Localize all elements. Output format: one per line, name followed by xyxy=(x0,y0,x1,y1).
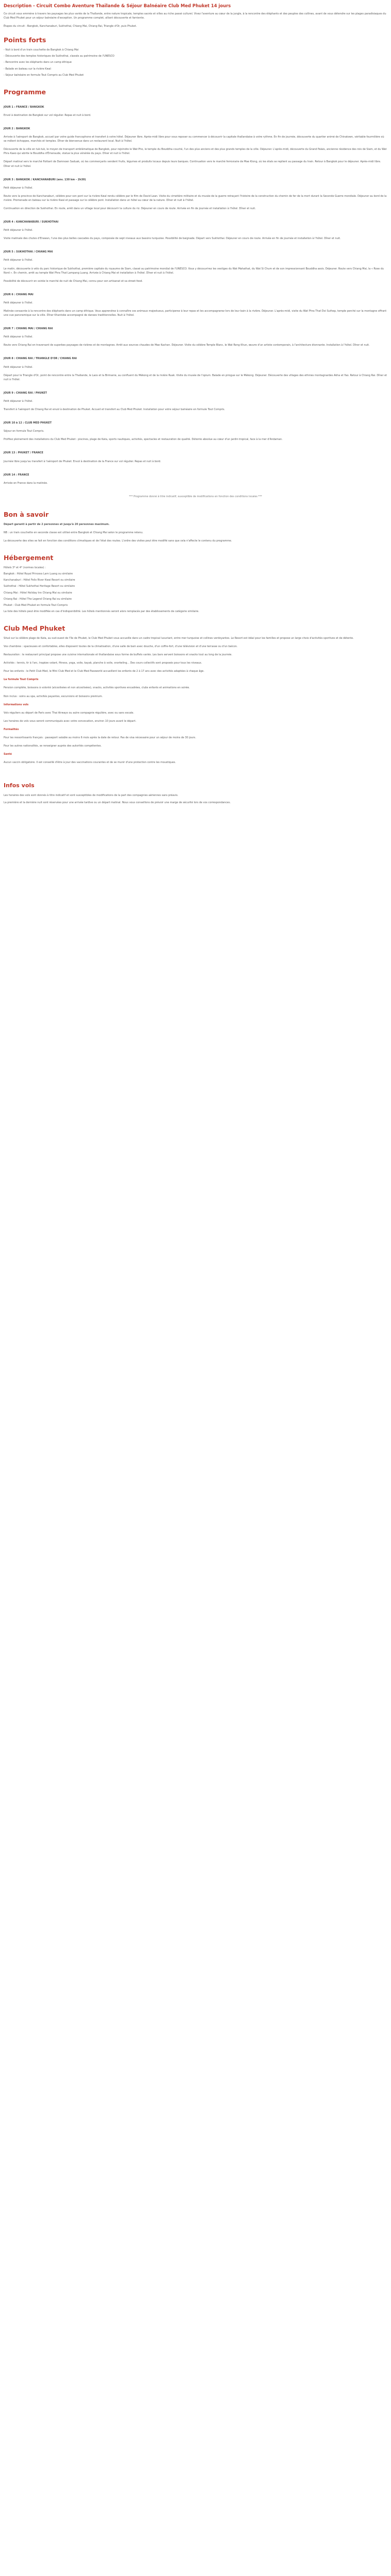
points-heading: Points forts xyxy=(4,36,46,44)
list-item: Chiang Mai : Hôtel Holiday Inn Chiang Mai ou similaire xyxy=(4,591,72,595)
infos-vols-heading: Infos vols xyxy=(4,782,35,789)
bon-paragraph: Départ garanti à partir de 2 personnes et jusqu'à 20 personnes maximum. xyxy=(4,522,110,526)
list-item: Hôtels 3* et 4* (normes locales) : xyxy=(4,566,46,570)
day-text: Séjour en formule Tout Compris. xyxy=(4,430,44,433)
bon-paragraph: La découverte des sites se fait en fonction des conditions climatiques et de l'état des routes. L'ordre des visites peut être modifié sans que cela n'affecte le contenu du programme. xyxy=(4,539,232,543)
day-text: Petit déjeuner à l'hôtel. xyxy=(4,186,33,190)
day-text: Profitez pleinement des installations du Club Med Phuket : piscines, plage de Kata, sports nautiques, activités, spectacles et restauration de qualité. Détente absolue au cœur d'un jardin tropical, face à la mer d'Andaman. xyxy=(4,438,283,442)
day-text: Journée libre jusqu'au transfert à l'aéroport de Phuket. Envol à destination de la France sur vol régulier. Repas et nuit à bord. xyxy=(4,460,161,463)
day-title: JOUR 5 : SUKHOTHAI / CHIANG MAI xyxy=(4,250,53,254)
intro-paragraph: Ce circuit vous emmène à travers les paysages les plus variés de la Thaïlande, entre nature tropicale, temples sacrés et villes au riche passé culturel. Vivez l'aventure au cœur de la jungle, à la rencontre des éléphants et des peuples des collines, avant de vous détendre sur les plages paradisiaques du Club Med Phuket pour un séjour balnéaire d'exception. Un programme complet, alliant découverte et farniente. xyxy=(4,12,386,20)
day-title: JOUR 6 : CHIANG MAI xyxy=(4,293,34,296)
formule-heading: La formule Tout Compris xyxy=(4,678,39,682)
day-block xyxy=(4,473,387,485)
hebergement-heading: Hébergement xyxy=(4,554,54,562)
day-text: Petit déjeuner à l'hôtel. xyxy=(4,365,33,369)
infos-vols-block xyxy=(4,793,387,804)
day-text: Route vers Chiang Rai en traversant de superbes paysages de rizières et de montagnes. Arrêt aux sources chaudes de Mae Kachan. Déjeuner. Visite du célèbre Temple Blanc, le Wat Rong Khun, œuvre d'un artiste contemporain, à l'architecture étonnante. Installation à l'hôtel. Dîner et nuit. xyxy=(4,344,370,347)
day-text: Visite matinale des chutes d'Erawan, l'une des plus belles cascades du pays, composée de sept niveaux aux bassins turquoise. Possibilité de baignade. Départ vers Sukhothai. Déjeuner en cours de route. Arrivée en fin de journée et installation à l'hôtel. Dîner et nuit. xyxy=(4,237,341,241)
list-item: Kanchanaburi : Hôtel Felix River Kwai Resort ou similaire xyxy=(4,579,75,582)
avion-paragraph: Vols réguliers au départ de Paris avec Thai Airways ou autre compagnie régulière, avec ou sans escale. xyxy=(4,711,134,715)
day-text: Petit déjeuner à l'hôtel. xyxy=(4,229,33,232)
list-item: - Nuit à bord d'un train couchette de Bangkok à Chiang Mai xyxy=(4,48,79,52)
day-block xyxy=(4,105,387,117)
sante-heading: Santé xyxy=(4,753,12,756)
avion-heading: Informations vols xyxy=(4,703,29,706)
day-block xyxy=(4,293,387,317)
list-item: Bangkok : Hôtel Royal Princess Larn Luang ou similaire xyxy=(4,572,73,576)
programme-heading: Programme xyxy=(4,88,46,96)
hebergement-list xyxy=(4,566,387,607)
infos-vols-paragraph: La première et la dernière nuit sont réservées pour une arrivée tardive ou un départ matinal. Nous vous conseillons de prévoir une marge de sécurité lors de vos correspondances. xyxy=(4,801,231,804)
list-item: Sukhothai : Hôtel Sukhothai Heritage Resort ou similaire xyxy=(4,585,75,588)
club-paragraph: Restauration : le restaurant principal propose une cuisine internationale et thaïlandaise sous forme de buffets variés. Les bars servent boissons et snacks tout au long de la journée. xyxy=(4,653,233,657)
day-text: Le matin, découverte à vélo du parc historique de Sukhothai, première capitale du royaume de Siam, classé au patrimoine mondial de l'UNESCO. Vous y découvrirez les vestiges du Wat Mahathat, du Wat Si Chum et de son impressionnant Bouddha assis. Déjeuner. Route vers Chiang Mai, la « Rose du Nord ». En chemin, arrêt au temple Wat Phra That Lampang Luang. Arrivée à Chiang Mai et installation à l'hôtel. Dîner et nuit à l'hôtel. xyxy=(4,267,384,275)
document-title: Description - Circuit Combo Aventure Thaïlande & Séjour Balnéaire Club Med Phuket 14 jours xyxy=(4,3,231,8)
day-title: JOUR 7 : CHIANG MAI / CHIANG RAI xyxy=(4,327,53,331)
day-text: Petit déjeuner à l'hôtel. xyxy=(4,399,33,403)
formalites-paragraph: Pour les ressortissants français : passeport valable au moins 6 mois après la date de retour. Pas de visa nécessaire pour un séjour de moins de 30 jours. xyxy=(4,736,197,740)
formalites-heading: Formalités xyxy=(4,727,19,731)
day-text: Découverte de la ville en tuk-tuk, le moyen de transport emblématique de Bangkok, pour rejoindre le Wat Pho, le temple du Bouddha couché, l'un des plus anciens et des plus grands temples de la ville. Déjeuner. L'après-midi, découverte du Grand Palais, ancienne résidence des rois de Siam, et du Wat Phra Kaeo qui abrite le Bouddha d'Émeraude, statue la plus vénérée du pays. Dîner et nuit à l'hôtel. xyxy=(4,148,387,156)
list-item: Phuket : Club Med Phuket en formule Tout Compris xyxy=(4,603,68,607)
list-item: Chiang Rai : Hôtel The Legend Chiang Rai ou similaire xyxy=(4,597,72,601)
day-title: JOUR 1 : FRANCE / BANGKOK xyxy=(4,105,44,109)
sante-paragraph: Aucun vaccin obligatoire. Il est conseillé d'être à jour des vaccinations courantes et de se munir d'une protection contre les moustiques. xyxy=(4,761,176,765)
day-text: Arrivée en France dans la matinée. xyxy=(4,481,48,485)
day-text: Matinée consacrée à la rencontre des éléphants dans un camp éthique. Vous apprendrez à connaître ces animaux majestueux, participerez à leur repas et les accompagnerez lors de leur bain à la rivière. Déjeuner. L'après-midi, visite du Wat Phra That Doi Suthep, temple perché sur la montagne offrant une vue panoramique sur la ville. Dîner Khantoke accompagné de danses traditionnelles. Nuit à l'hôtel. xyxy=(4,310,387,317)
list-item: - Rencontre avec les éléphants dans un camp éthique xyxy=(4,61,72,64)
day-text: Petit déjeuner à l'hôtel. xyxy=(4,335,33,339)
formalites-paragraph: Pour les autres nationalités, se renseigner auprès des autorités compétentes. xyxy=(4,744,102,748)
bon-heading: Bon à savoir xyxy=(4,510,49,518)
avion-paragraph: Les horaires de vols vous seront communiqués avec votre convocation, environ 10 jours avant le départ. xyxy=(4,719,137,723)
day-title: JOUR 10 à 12 : CLUB MED PHUKET xyxy=(4,421,52,425)
day-block xyxy=(4,127,387,168)
day-text: Départ matinal vers le marché flottant de Damnoen Saduak, où les commerçants vendent fruits, légumes et produits locaux depuis leurs barques. Continuation vers le marché ferroviaire de Mae Klong, où les étals se replient au passage du train. Retour à Bangkok pour le déjeuner. Après-midi libre. Dîner et nuit à l'hôtel. xyxy=(4,160,381,168)
day-text: Possibilité de découvrir en soirée le marché de nuit de Chiang Mai, connu pour son artisanat et sa street-food. xyxy=(4,279,143,283)
club-heading: Club Med Phuket xyxy=(4,624,66,632)
day-block xyxy=(4,357,387,381)
club-paragraph: Vos chambres : spacieuses et confortables, elles disposent toutes de la climatisation, d'une salle de bain avec douche, d'un coffre-fort, d'une télévision et d'une terrasse ou d'un balcon. xyxy=(4,645,238,648)
day-title: JOUR 8 : CHIANG RAI / TRIANGLE D'OR / CHIANG RAI xyxy=(4,357,77,361)
day-block xyxy=(4,327,387,347)
day-title: JOUR 2 : BANGKOK xyxy=(4,127,30,130)
day-text: Continuation en direction de Sukhothai. En route, arrêt dans un village local pour découvrir la culture du riz. Déjeuner en cours de route. Arrivée en fin de journée et installation à l'hôtel. Dîner et nuit. xyxy=(4,207,256,210)
list-item: - Séjour balnéaire en formule Tout Compris au Club Med Phuket xyxy=(4,73,84,77)
infos-vols-paragraph: Les horaires des vols sont donnés à titre indicatif et sont susceptibles de modifications de la part des compagnies aériennes sans préavis. xyxy=(4,794,178,798)
list-item: - Balade en bateau sur la rivière Kwaï xyxy=(4,67,51,71)
document-page xyxy=(0,0,391,812)
day-title: JOUR 13 : PHUKET / FRANCE xyxy=(4,451,43,455)
day-block xyxy=(4,451,387,463)
day-text: Départ pour le Triangle d'Or, point de rencontre entre la Thaïlande, le Laos et la Birmanie, au confluent du Mékong et de la rivière Ruak. Visite du musée de l'opium. Balade en pirogue sur le Mékong. Déjeuner. Découverte des villages des ethnies montagnardes Akha et Yao. Retour à Chiang Rai. Dîner et nuit à l'hôtel. xyxy=(4,374,387,381)
day-block xyxy=(4,421,387,442)
day-title: JOUR 4 : KANCHANABURI / SUKHOTHAI xyxy=(4,221,59,224)
day-text: Transfert à l'aéroport de Chiang Rai et envol à destination de Phuket. Accueil et transfert au Club Med Phuket. Installation pour votre séjour balnéaire en formule Tout Compris. xyxy=(4,408,225,412)
day-block xyxy=(4,250,387,283)
club-paragraph: Pour les enfants : le Petit Club Med, le Mini Club Med et le Club Med Passworld accueillent les enfants de 2 à 17 ans avec des activités adaptées à chaque âge. xyxy=(4,670,205,673)
hebergement-note: La liste des hôtels peut être modifiée en cas d'indisponibilité. Les hôtels mentionnés seront alors remplacés par des établissements de catégorie similaire. xyxy=(4,609,200,613)
day-block xyxy=(4,391,387,412)
day-block xyxy=(4,178,387,211)
day-text: Petit déjeuner à l'hôtel. xyxy=(4,301,33,304)
day-text: Arrivée à l'aéroport de Bangkok, accueil par votre guide francophone et transfert à votre hôtel. Déjeuner libre. Après-midi libre pour vous reposer ou commencer à découvrir la capitale thaïlandaise à votre rythme. En fin de journée, découverte du quartier animé de Chinatown, véritable fourmilière où se mêlent échoppes, marchés et temples. Dîner de bienvenue dans un restaurant local. Nuit à l'hôtel. xyxy=(4,135,384,143)
day-text: Route vers la province de Kanchanaburi, célèbre pour son pont sur la rivière Kwaï rendu célèbre par le film de David Lean. Visite du cimetière militaire et du musée de la guerre retraçant l'histoire de la construction du chemin de fer de la mort durant la Seconde Guerre mondiale. Déjeuner au bord de la rivière. Promenade en bateau sur la rivière Kwaï et passage sur le célèbre pont. Installation dans un hôtel au cœur de la nature. Dîner et nuit à l'hôtel. xyxy=(4,194,387,202)
programme-note: *** Programme donné à titre indicatif, susceptible de modifications en fonction des conditions locales *** xyxy=(129,495,262,498)
formule-paragraph: Non inclus : soins au spa, activités payantes, excursions et boissons premium. xyxy=(4,694,103,698)
day-title: JOUR 3 : BANGKOK / KANCHANABURI (env. 130 km - 2h30) xyxy=(4,178,86,181)
club-paragraph: Activités : tennis, tir à l'arc, trapèze volant, fitness, yoga, voile, kayak, planche à voile, snorkeling... Des cours collectifs sont proposés pour tous les niveaux. xyxy=(4,662,202,665)
club-paragraph: Situé sur la célèbre plage de Kata, au sud-ouest de l'île de Phuket, le Club Med Phuket vous accueille dans un cadre tropical luxuriant, entre mer turquoise et collines verdoyantes. Le Resort est idéal pour les familles et propose un large choix d'activités sportives et de détente. xyxy=(4,636,354,640)
day-block xyxy=(4,220,387,241)
intro-stages: Étapes du circuit : Bangkok, Kanchanaburi, Sukhothai, Chiang Mai, Chiang Rai, Triangle d'Or, puis Phuket. xyxy=(4,25,137,28)
day-title: JOUR 9 : CHIANG RAI / PHUKET xyxy=(4,391,47,395)
day-text: Petit déjeuner à l'hôtel. xyxy=(4,259,33,262)
list-item: - Découverte des temples historiques de Sukhothai, classés au patrimoine de l'UNESCO xyxy=(4,55,115,58)
bon-paragraph: NB : un train couchette en seconde classe est utilisé entre Bangkok et Chiang Mai selon le programme retenu. xyxy=(4,531,143,534)
day-text: Envol à destination de Bangkok sur vol régulier. Repas et nuit à bord. xyxy=(4,113,91,117)
day-title: JOUR 14 : FRANCE xyxy=(4,473,29,477)
points-list xyxy=(4,48,387,77)
formule-paragraph: Pension complète, boissons à volonté (alcoolisées et non alcoolisées), snacks, activités sportives encadrées, clubs enfants et animations en soirée. xyxy=(4,686,190,690)
